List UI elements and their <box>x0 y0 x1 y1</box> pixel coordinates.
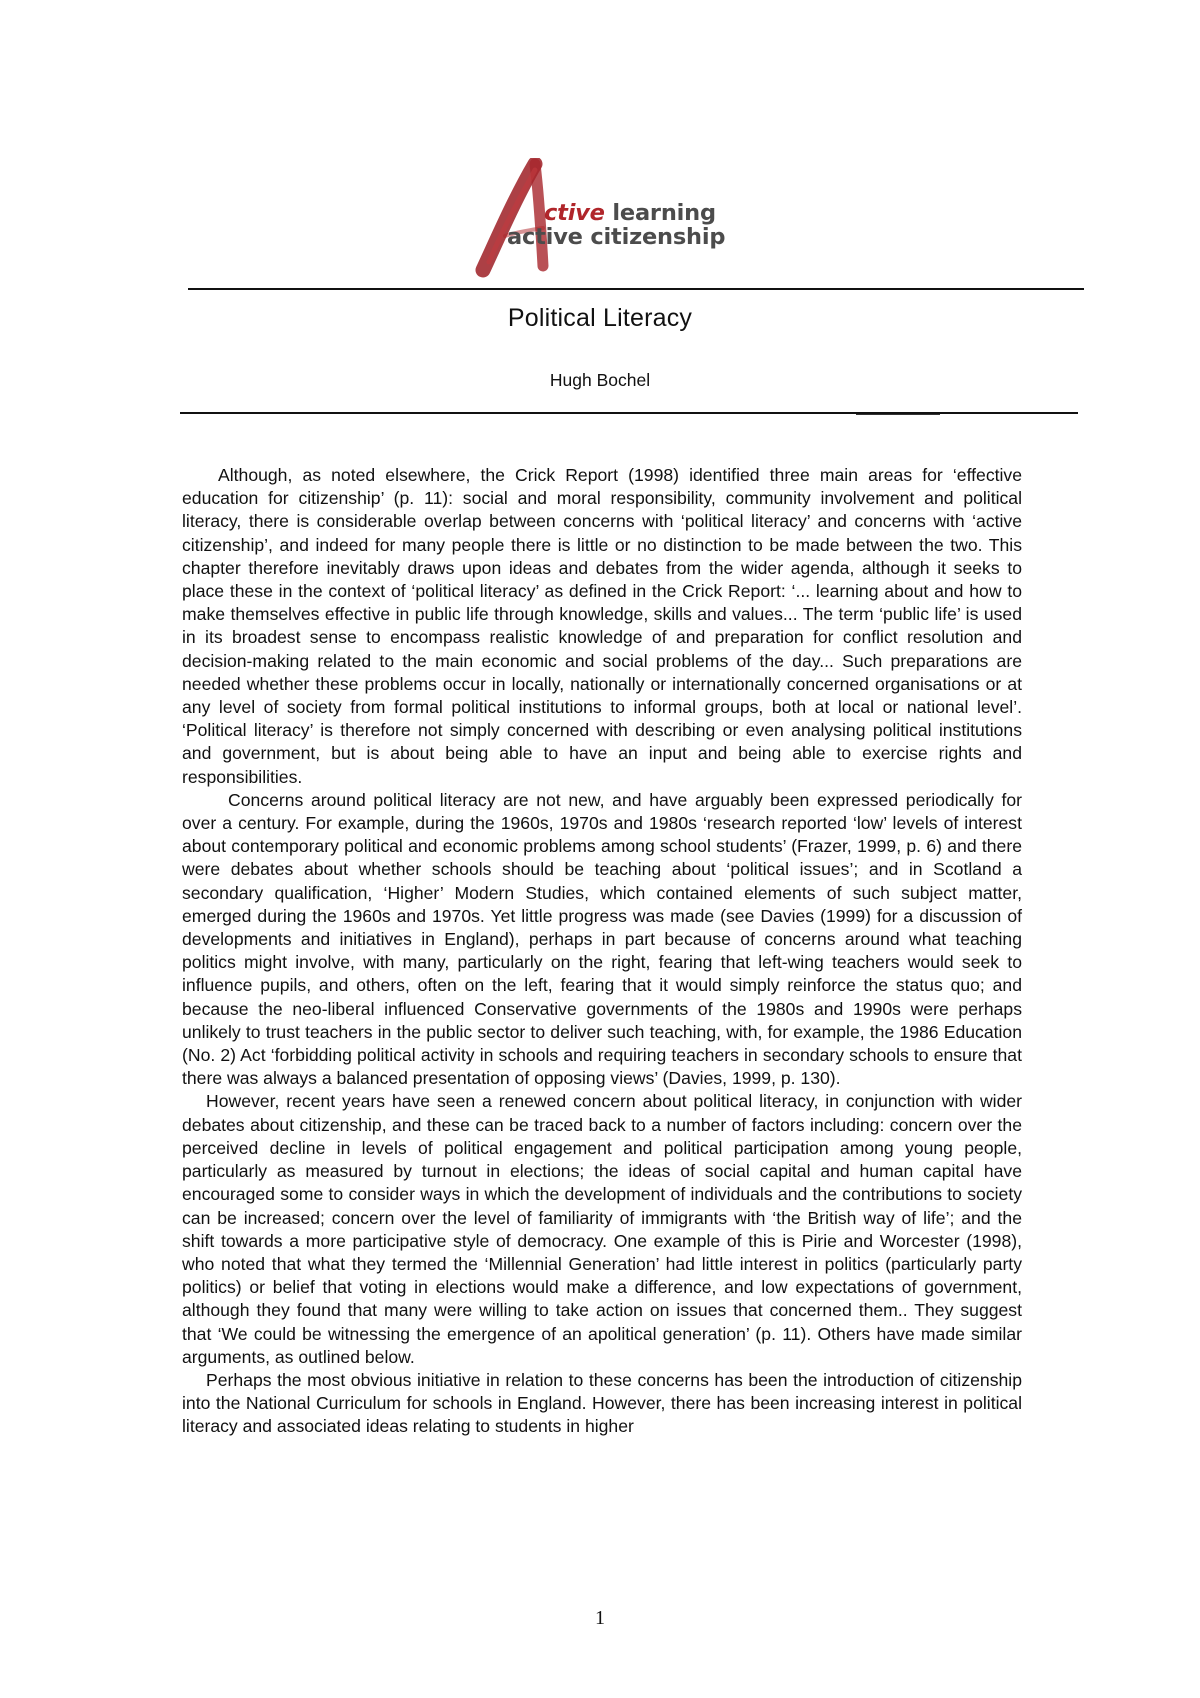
body-paragraph-1: Although, as noted elsewhere, the Crick Report (1998) identified three main areas for ‘effective education for citizenship’ (p. 11): social and moral responsibility, community involvement and political literacy, there is considerable overlap between concerns with ‘political literacy’ and concerns with ‘active citizenship’, and indeed for many people there is little or no distinction to be made between the two. This chapter therefore inevitably draws upon ideas and debates from the wider agenda, although it seeks to place these in the context of ‘political literacy’ as defined in the Crick Report: ‘... learning about and how to make themselves effective in public life through knowledge, skills and values... The term ‘public life’ is used in its broadest sense to encompass realistic knowledge of and preparation for conflict resolution and decision-making related to the main economic and social problems of the day... Such preparations are needed whether these problems occur in locally, nationally or internationally concerned organisations or at any level of society from formal political institutions to informal groups, both at local or national level’. ‘Political literacy’ is therefore not simply concerned with describing or even analysing political institutions and government, but is about being able to have an input and being able to exercise rights and responsibilities. <box>182 465 1022 787</box>
logo-line-1-accent: ctive <box>544 200 605 226</box>
logo-line-1-rest: learning <box>604 200 716 226</box>
logo-line-2-accent: citizenship <box>590 224 726 250</box>
document-author: Hugh Bochel <box>549 370 651 390</box>
header-rule-top <box>188 288 1084 290</box>
logo-line-2-rest: active <box>507 224 591 250</box>
document-title: Political Literacy <box>507 304 693 332</box>
logo-line-2 <box>507 226 725 249</box>
body-paragraph-4: Perhaps the most obvious initiative in relation to these concerns has been the introduction of citizenship into the National Curriculum for schools in England. However, there has been increasing interest in political literacy and associated ideas relating to students in higher <box>182 1369 1022 1437</box>
active-learning-logo <box>475 158 735 280</box>
body-paragraph-2: Concerns around political literacy are not new, and have arguably been expressed periodically for over a century. For example, during the 1960s, 1970s and 1980s ‘research reported ‘low’ levels of interest about contemporary political and economic problems among school students’ (Frazer, 1999, p. 6) and there were debates about whether schools should be teaching about ‘political issues’; and in Scotland a secondary qualification, ‘Higher’ Modern Studies, which contained elements of such subject matter, emerged during the 1960s and 1970s. Yet little progress was made (see Davies (1999) for a discussion of developments and initiatives in England), perhaps in part because of concerns around what teaching politics might involve, with many, particularly on the right, fearing that left-wing teachers would seek to influence pupils, and others, often on the left, fearing that it would simply reinforce the status quo; and because the neo-liberal influenced Conservative governments of the 1980s and 1990s were perhaps unlikely to trust teachers in the public sector to deliver such teaching, with, for example, the 1986 Education (No. 2) Act ‘forbidding political activity in schools and requiring teachers in secondary schools to ensure that there was always a balanced presentation of opposing views’ (Davies, 1999, p. 130). <box>182 789 1022 1089</box>
page-number: 1 <box>595 1607 605 1629</box>
logo-line-1 <box>544 202 716 225</box>
body-paragraph-3: However, recent years have seen a renewed concern about political literacy, in conjunction with wider debates about citizenship, and these can be traced back to a number of factors including: concern over the perceived decline in levels of political engagement and political participation among young people, particularly as measured by turnout in elections; the ideas of social capital and human capital have encouraged some to consider ways in which the development of individuals and the contributions to society can be increased; concern over the level of familiarity of immigrants with ‘the British way of life’; and the shift towards a more participative style of democracy. One example of this is Pirie and Worcester (1998), who noted that what they termed the ‘Millennial Generation’ had little interest in politics (particularly party politics) or belief that voting in elections would make a difference, and low expectations of government, although they found that many were willing to take action on issues that concerned them.. They suggest that ‘We could be witnessing the emergence of an apolitical generation’ (p. 11). Others have made similar arguments, as outlined below. <box>182 1091 1022 1367</box>
document-body <box>182 464 1022 1439</box>
header-rule-bottom <box>180 412 1078 414</box>
header-rule-mark <box>856 414 940 415</box>
